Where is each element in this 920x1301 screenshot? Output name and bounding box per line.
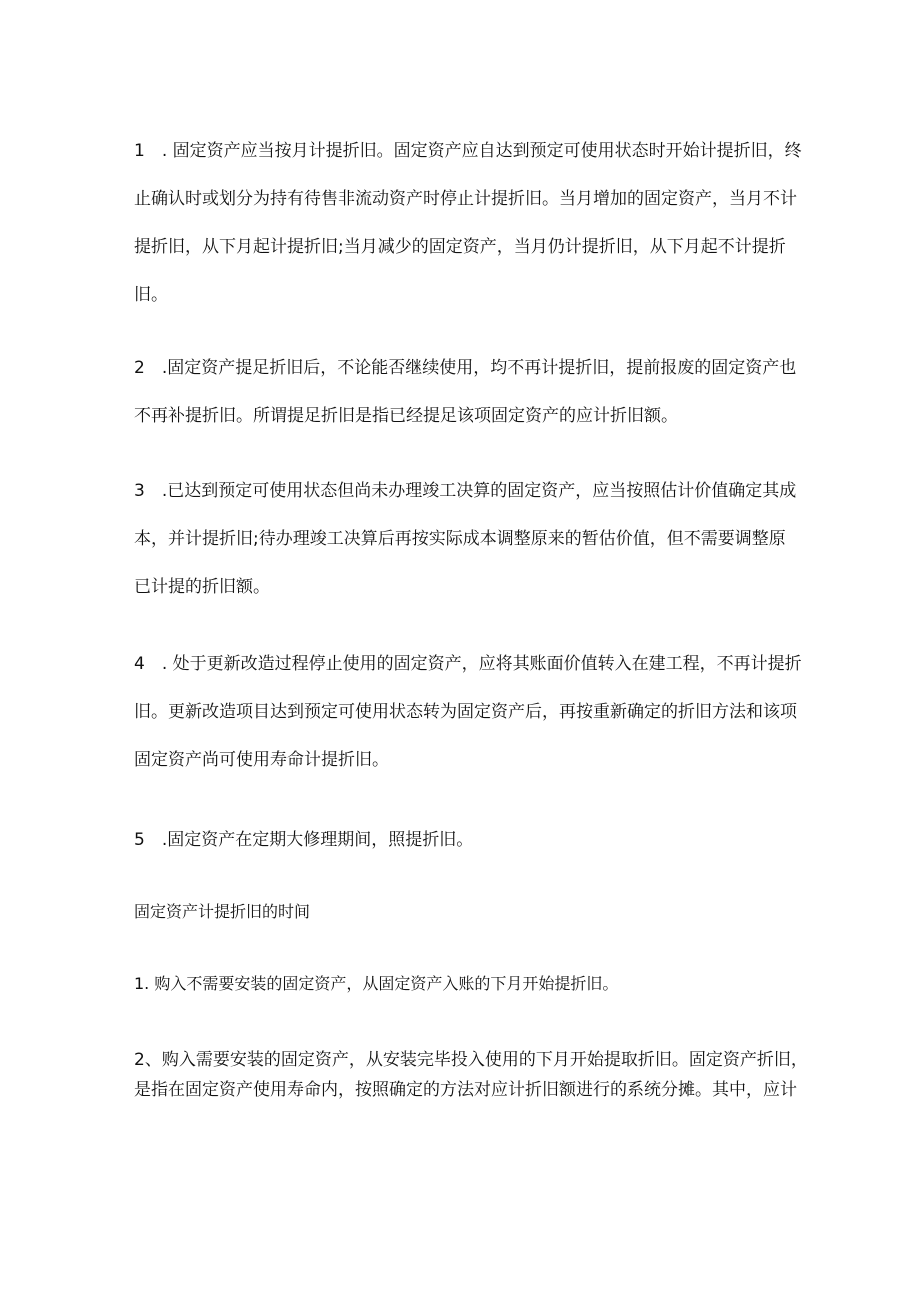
paragraph-line: 是指在固定资产使用寿命内，按照确定的方法对应计折旧额进行的系统分摊。其中，应计 xyxy=(134,1080,797,1100)
paragraph-line: 4 . 处于更新改造过程停止使用的固定资产，应将其账面价值转入在建工程，不再计提折 xyxy=(134,654,802,674)
paragraph-line: 旧。更新改造项目达到预定可使用状态转为固定资产后，再按重新确定的折旧方法和该项 xyxy=(134,702,797,722)
heading-line: 固定资产计提折旧的时间 xyxy=(134,902,311,921)
paragraph-line: 1 . 固定资产应当按月计提折旧。固定资产应自达到预定可使用状态时开始计提折旧，终 xyxy=(134,141,802,161)
paragraph-line: 固定资产尚可使用寿命计提折旧。 xyxy=(134,750,389,770)
paragraph-line: 不再补提折旧。所谓提足折旧是指已经提足该项固定资产的应计折旧额。 xyxy=(134,406,678,426)
paragraph-line: 本，并计提折旧;待办理竣工决算后再按实际成本调整原来的暂估价值，但不需要调整原 xyxy=(134,529,786,549)
paragraph-line: 3 .已达到预定可使用状态但尚未办理竣工决算的固定资产，应当按照估计价值确定其成 xyxy=(134,481,797,501)
paragraph-7 xyxy=(134,1045,808,1105)
section-heading xyxy=(134,888,794,936)
paragraph-line: 1. 购入不需要安装的固定资产，从固定资产入账的下月开始提折旧。 xyxy=(134,974,619,993)
paragraph-line: 提折旧，从下月起计提折旧;当月减少的固定资产，当月仍计提折旧，从下月起不计提折 xyxy=(134,237,786,257)
paragraph-line: 2 .固定资产提足折旧后，不论能否继续使用，均不再计提折旧，提前报废的固定资产也 xyxy=(134,358,797,378)
paragraph-2 xyxy=(134,344,797,440)
paragraph-line: 5 .固定资产在定期大修理期间，照提折旧。 xyxy=(134,830,474,850)
paragraph-line: 旧。 xyxy=(134,285,168,305)
paragraph-5 xyxy=(134,816,794,864)
paragraph-4 xyxy=(134,640,802,784)
paragraph-line: 已计提的折旧额。 xyxy=(134,577,270,597)
paragraph-1 xyxy=(134,127,802,319)
paragraph-line: 止确认时或划分为持有待售非流动资产时停止计提折旧。当月增加的固定资产，当月不计 xyxy=(134,189,797,209)
paragraph-line: 2、购入需要安装的固定资产，从安装完毕投入使用的下月开始提取折旧。固定资产折旧， xyxy=(134,1050,808,1070)
paragraph-3 xyxy=(134,467,797,611)
paragraph-6 xyxy=(134,960,794,1008)
